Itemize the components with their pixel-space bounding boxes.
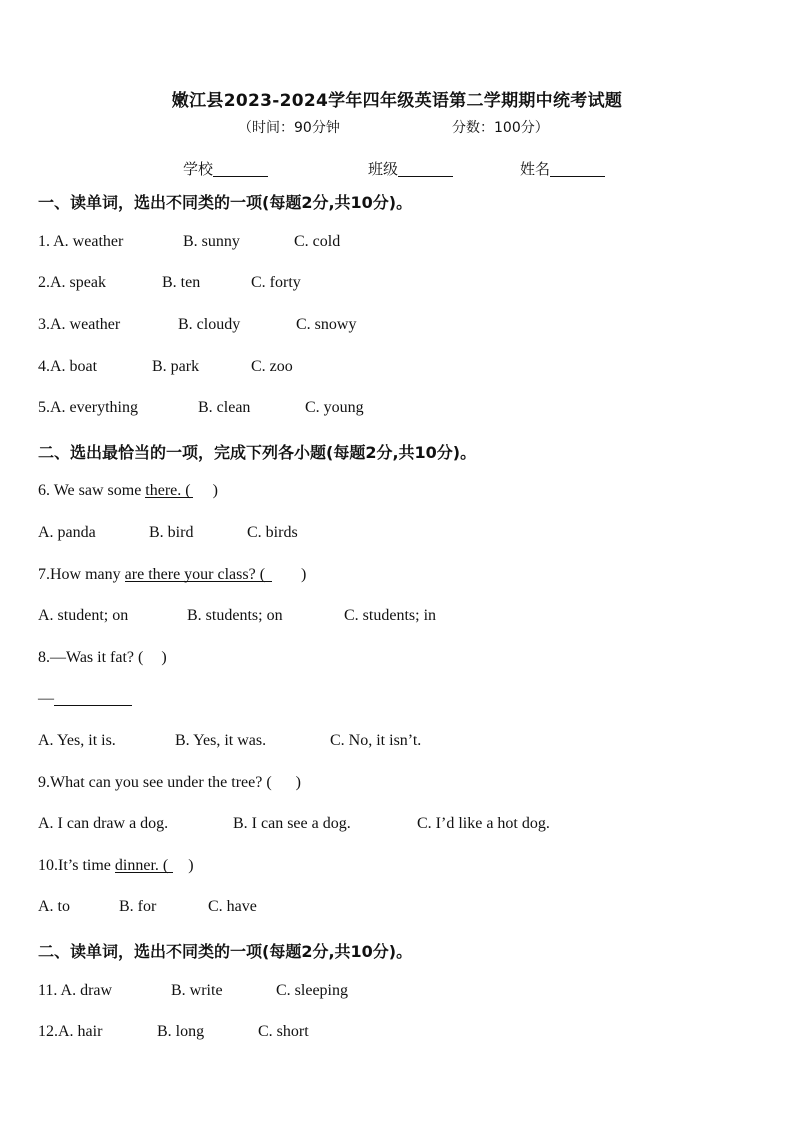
q6-answer-blank bbox=[145, 482, 193, 498]
q8-option-c: C. No, it isn’t. bbox=[330, 732, 422, 749]
q3-option-c: C. snowy bbox=[296, 316, 357, 333]
q7-option-c: C. students; in bbox=[344, 607, 437, 624]
q9-option-b: B. I can see a dog. bbox=[233, 815, 351, 832]
q10-option-c: C. have bbox=[208, 898, 257, 915]
q2-option-b: B. ten bbox=[162, 274, 201, 291]
q1-option-a: A. weather bbox=[53, 233, 124, 250]
q4-option-c: C. zoo bbox=[251, 358, 293, 375]
q4-stem: 4.A. boat bbox=[38, 358, 98, 375]
q9-option-c: C. I’d like a hot dog. bbox=[417, 815, 550, 832]
q7-option-b: B. students; on bbox=[187, 607, 283, 624]
section-2-heading: 二、选出最恰当的一项，完成下列各小题(每题2分,共10分)。 bbox=[38, 443, 477, 462]
q12-stem: 12.A. hair bbox=[38, 1023, 103, 1040]
q12-option-c: C. short bbox=[258, 1023, 309, 1040]
q8-answer-blank bbox=[54, 690, 132, 706]
q8-option-b: B. Yes, it was. bbox=[175, 732, 267, 749]
q1-option-c: C. cold bbox=[294, 233, 341, 250]
class-label: 班级 bbox=[368, 160, 399, 178]
section-3-heading: 二、读单词，选出不同类的一项(每题2分,共10分)。 bbox=[38, 942, 413, 961]
name-blank bbox=[550, 162, 605, 177]
q2-stem: 2.A. speak bbox=[38, 274, 106, 291]
q12-option-b: B. long bbox=[157, 1023, 205, 1040]
q11-stem: 11. A. draw bbox=[38, 982, 113, 999]
q4-option-b: B. park bbox=[152, 358, 200, 375]
q9-option-a: A. I can draw a dog. bbox=[38, 815, 169, 832]
q10-option-b: B. for bbox=[119, 898, 157, 915]
school-blank bbox=[213, 162, 268, 177]
q3-option-a: A. weather bbox=[50, 316, 121, 333]
q2-option-a: A. speak bbox=[50, 274, 106, 291]
q8-option-a: A. Yes, it is. bbox=[38, 732, 116, 749]
q11-option-a: A. draw bbox=[60, 982, 113, 999]
q3-stem: 3.A. weather bbox=[38, 316, 121, 333]
q7-option-a: A. student; on bbox=[38, 607, 129, 624]
q10-answer-blank bbox=[115, 857, 173, 873]
q3-option-b: B. cloudy bbox=[178, 316, 241, 333]
exam-score: 分数：100分） bbox=[452, 120, 549, 136]
q4-option-a: A. boat bbox=[50, 358, 98, 375]
school-field bbox=[183, 158, 268, 179]
name-field bbox=[520, 158, 605, 179]
q6-option-c: C. birds bbox=[247, 524, 298, 541]
q6-option-b: B. bird bbox=[149, 524, 194, 541]
q7-answer-blank-2 bbox=[184, 566, 272, 582]
class-field bbox=[368, 158, 453, 179]
q2-option-c: C. forty bbox=[251, 274, 301, 291]
q11-option-b: B. write bbox=[171, 982, 223, 999]
q5-option-b: B. clean bbox=[198, 399, 251, 416]
exam-title: 嫩江县2023-2024学年四年级英语第二学期期中统考试题 bbox=[171, 91, 623, 111]
q1-stem: 1. A. weather bbox=[38, 233, 124, 250]
q12-option-a: A. hair bbox=[58, 1023, 103, 1040]
section-1-heading: 一、读单词，选出不同类的一项(每题2分,共10分)。 bbox=[38, 193, 413, 212]
q11-option-c: C. sleeping bbox=[276, 982, 348, 999]
class-blank bbox=[398, 162, 453, 177]
q1-option-b: B. sunny bbox=[183, 233, 240, 250]
q5-option-c: C. young bbox=[305, 399, 364, 416]
exam-page: 嫩江县2023-2024学年四年级英语第二学期期中统考试题 （时间：90分钟 分数：100分） 学校 班级 姓名 一、读单词，选出不同类的一项(每题2分,共10分)。 1. A. weather B. sunny C. cold 2.A. speak B. ten C. forty 3.A. weather B. cloudy C. snowy 4.A. boat B. park C. zoo 5.A. everything B. clean C. young 二、选出最恰当的一项，完成下列各小题(每题2分,共10分)。 6. We saw some there. ( ) A. panda B. bird C. birds 7.How many are there your class? ( ) A. student; on B. students; on C. students; in 8.—Was it fat? ( ) — A. Yes, it is. B. Yes, it was. C. No, it isn’t. 9.What can you see under the tree? ( ) A. I can draw a dog. B. I can see a dog. C. I’d like a hot dog. 10.It’s time dinner. ( ) A. to B. for C. have 二、读单词，选出不同类的一项(每题2分,共10分)。 11. A. draw B. write C. sleeping 12.A. hair B. long C. short bbox=[0, 0, 794, 1123]
school-label: 学校 bbox=[183, 160, 214, 178]
q5-option-a: A. everything bbox=[50, 399, 138, 416]
exam-time: （时间：90分钟 bbox=[238, 120, 340, 136]
q6-option-a: A. panda bbox=[38, 524, 96, 541]
q10-option-a: A. to bbox=[38, 898, 70, 915]
q5-stem: 5.A. everything bbox=[38, 399, 138, 416]
name-label: 姓名 bbox=[520, 160, 551, 178]
